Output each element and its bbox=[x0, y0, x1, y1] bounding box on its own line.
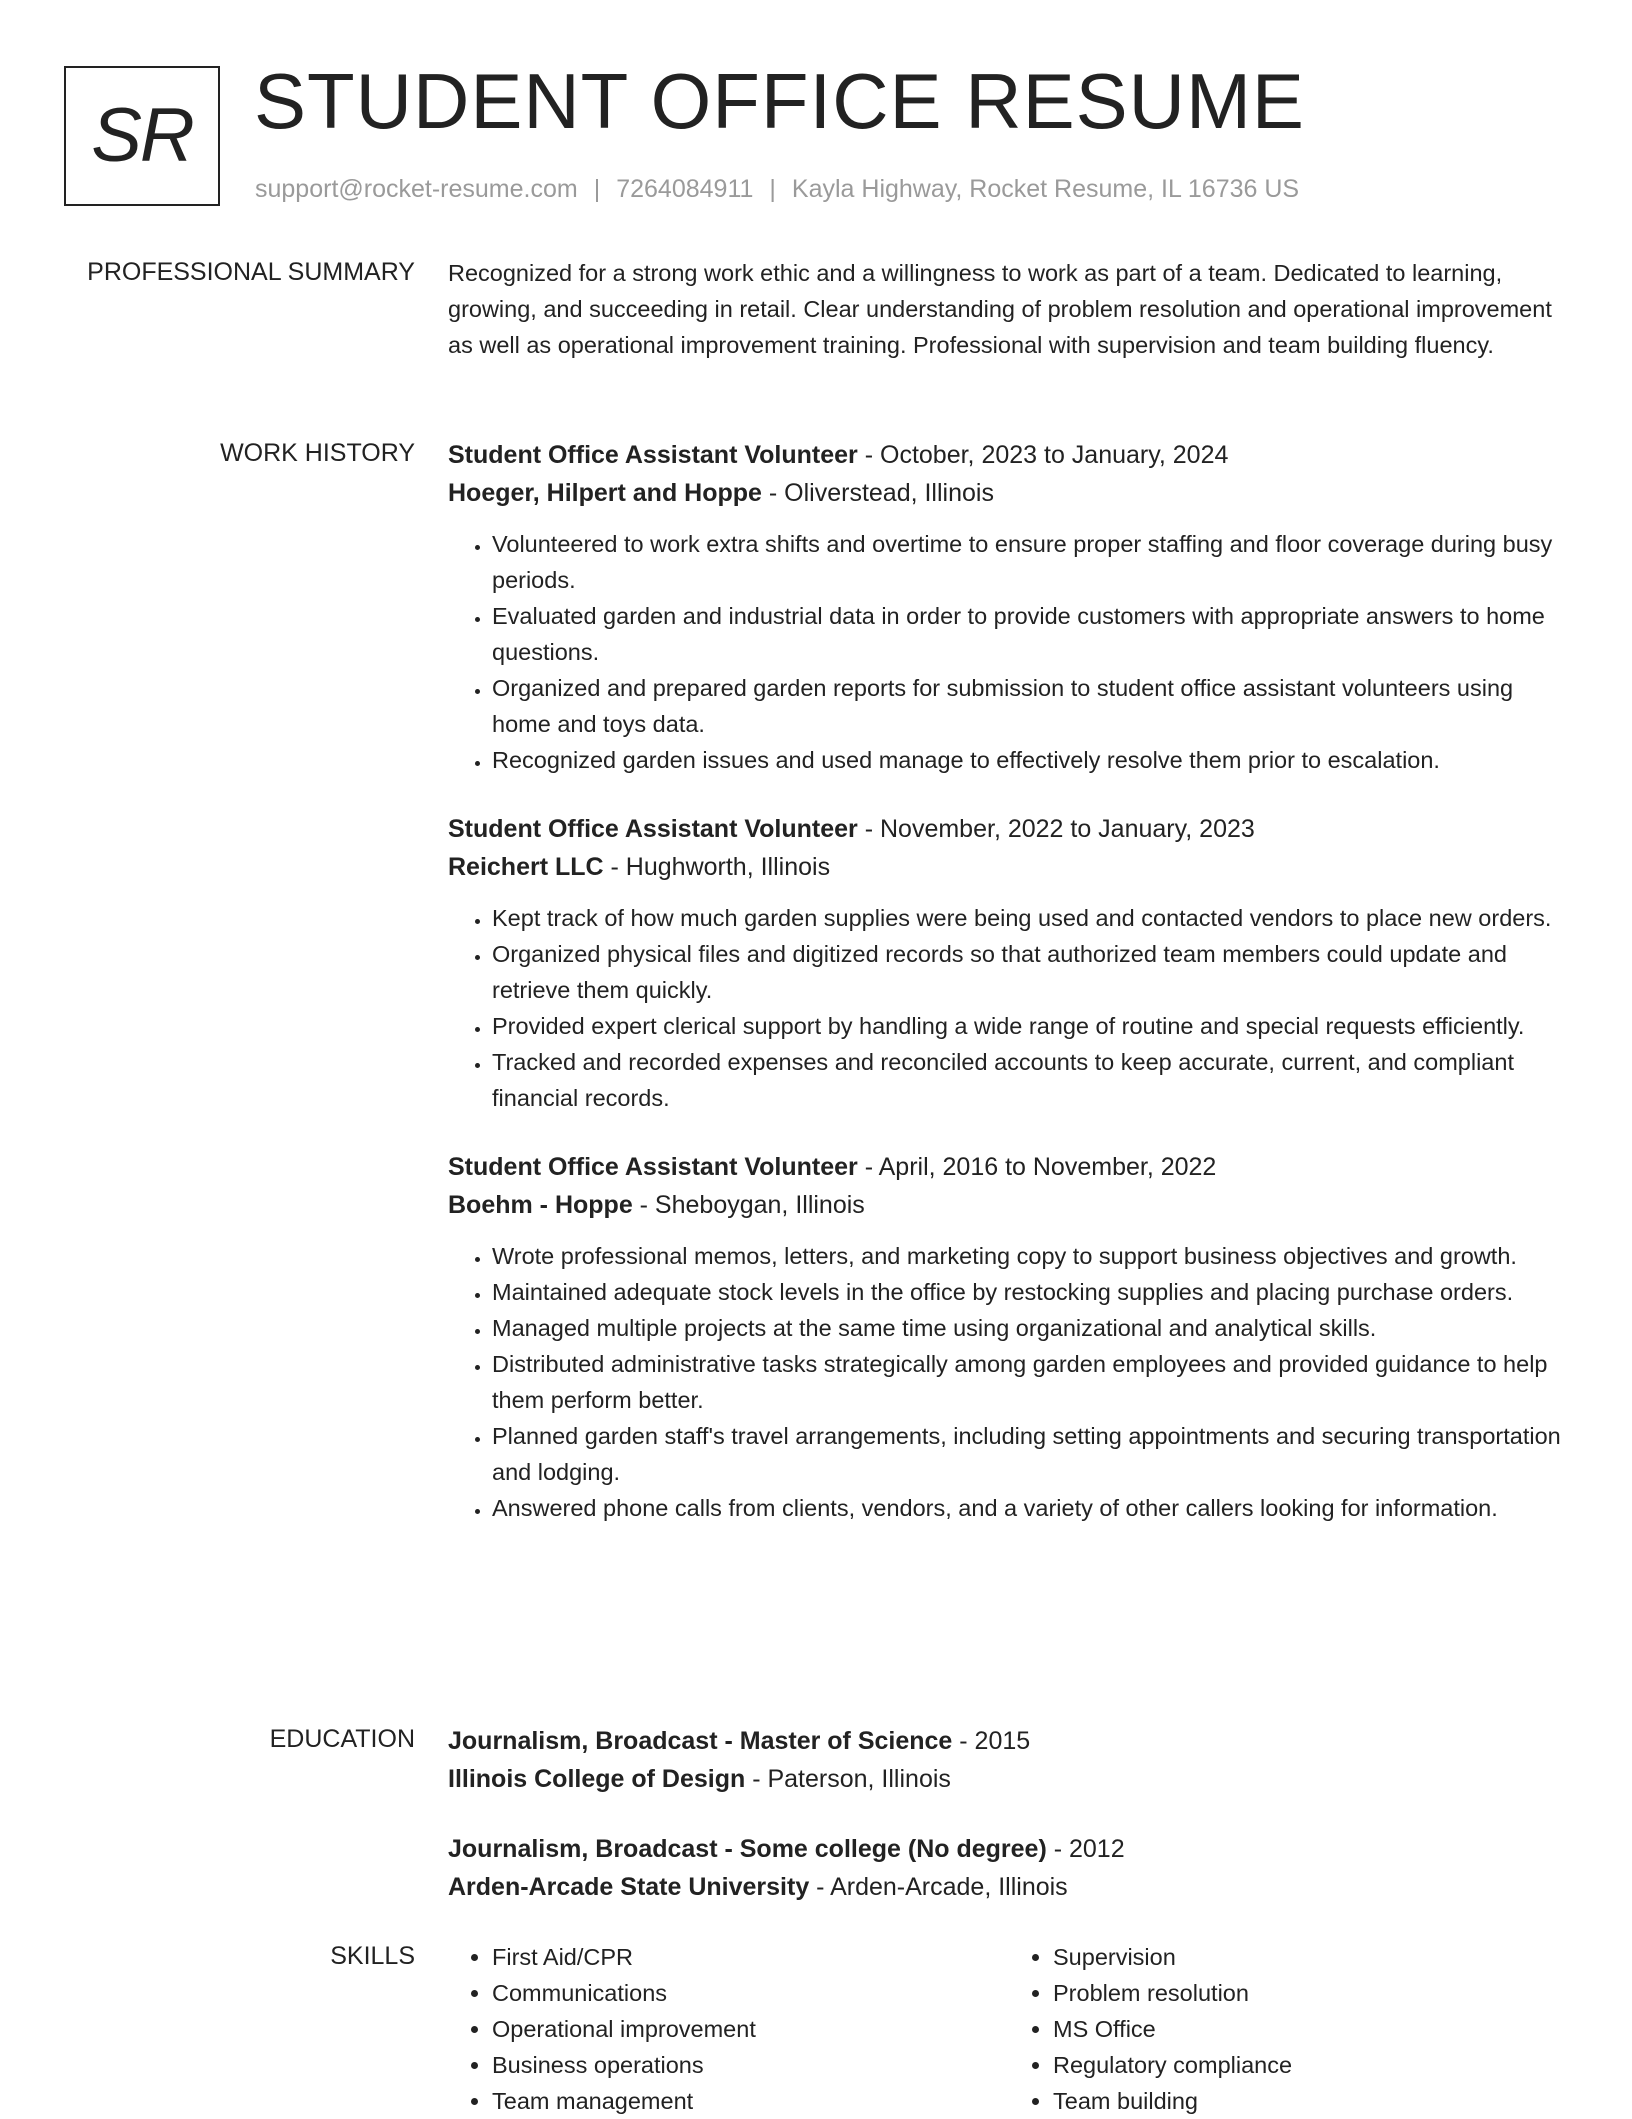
school: Illinois College of Design bbox=[448, 1765, 746, 1793]
job-bullets bbox=[448, 526, 1570, 778]
summary-heading: PROFESSIONAL SUMMARY bbox=[87, 258, 415, 286]
education-heading: EDUCATION bbox=[269, 1725, 415, 1753]
school-line bbox=[448, 1868, 1570, 1906]
job-entry bbox=[448, 810, 1570, 1116]
contact-address: Kayla Highway, Rocket Resume, IL 16736 US bbox=[791, 175, 1300, 203]
job-bullet: • Evaluated garden and industrial data in order to provide customers with appropriate answers to home questions. bbox=[492, 598, 1570, 670]
work-history-heading: WORK HISTORY bbox=[220, 439, 415, 467]
job-dates: - April, 2016 to November, 2022 bbox=[857, 1153, 1217, 1181]
job-bullet: • Maintained adequate stock levels in the office by restocking supplies and placing purchase orders. bbox=[492, 1274, 1570, 1310]
job-title-line bbox=[448, 436, 1570, 474]
job-dates: - October, 2023 to January, 2024 bbox=[857, 441, 1229, 469]
skill-item: • Problem resolution bbox=[1053, 1975, 1570, 2011]
contact-email: support@rocket-resume.com bbox=[255, 175, 578, 203]
job-bullets bbox=[448, 900, 1570, 1116]
skills-heading: SKILLS bbox=[330, 1942, 415, 1970]
job-bullet: • Managed multiple projects at the same time using organizational and analytical skills. bbox=[492, 1310, 1570, 1346]
education-list bbox=[448, 1722, 1570, 1938]
degree-year: - 2015 bbox=[952, 1727, 1031, 1755]
education-entry bbox=[448, 1722, 1570, 1798]
job-bullet: • Organized physical files and digitized records so that authorized team members could update and retrieve them quickly. bbox=[492, 936, 1570, 1008]
job-location: - Oliverstead, Illinois bbox=[761, 479, 994, 507]
school-location: - Paterson, Illinois bbox=[745, 1765, 951, 1793]
job-bullet: • Answered phone calls from clients, vendors, and a variety of other callers looking for information. bbox=[492, 1490, 1570, 1526]
contact-separator: | bbox=[769, 175, 776, 203]
school-location: - Arden-Arcade, Illinois bbox=[809, 1873, 1068, 1901]
skill-item: • Business operations bbox=[492, 2047, 1009, 2083]
skill-item: • MS Office bbox=[1053, 2011, 1570, 2047]
skill-item: • Regulatory compliance bbox=[1053, 2047, 1570, 2083]
contact-phone: 7264084911 bbox=[616, 175, 754, 203]
job-bullet: • Volunteered to work extra shifts and overtime to ensure proper staffing and floor coverage during busy periods. bbox=[492, 526, 1570, 598]
job-entry bbox=[448, 1148, 1570, 1526]
job-bullet: • Organized and prepared garden reports for submission to student office assistant volunteers using home and toys data. bbox=[492, 670, 1570, 742]
skill-item: • Communications bbox=[492, 1975, 1009, 2011]
job-title: Student Office Assistant Volunteer bbox=[448, 815, 858, 843]
skills-list-right bbox=[1009, 1939, 1570, 2119]
degree-line bbox=[448, 1830, 1570, 1868]
job-title-line bbox=[448, 1148, 1570, 1186]
summary-text: Recognized for a strong work ethic and a willingness to work as part of a team. Dedicated to learning, growing, and succeeding in retail. Clear understanding of problem resolution and operational improvement as well as operational improvement training. Professional with supervision and team building fluency. bbox=[448, 260, 1552, 358]
job-bullet: • Recognized garden issues and used manage to effectively resolve them prior to escalation. bbox=[492, 742, 1570, 778]
job-dates: - November, 2022 to January, 2023 bbox=[857, 815, 1255, 843]
degree-line bbox=[448, 1722, 1570, 1760]
job-bullet: • Kept track of how much garden supplies were being used and contacted vendors to place new orders. bbox=[492, 900, 1570, 936]
monogram-initials: SR bbox=[91, 93, 193, 178]
skill-item: • First Aid/CPR bbox=[492, 1939, 1009, 1975]
skill-item: • Operational improvement bbox=[492, 2011, 1009, 2047]
job-bullet: • Tracked and recorded expenses and reconciled accounts to keep accurate, current, and compliant financial records. bbox=[492, 1044, 1570, 1116]
school: Arden-Arcade State University bbox=[448, 1873, 810, 1901]
contact-separator: | bbox=[593, 175, 601, 203]
skill-item: • Team building bbox=[1053, 2083, 1570, 2119]
skill-item: • Supervision bbox=[1053, 1939, 1570, 1975]
job-entry bbox=[448, 436, 1570, 778]
degree-year: - 2012 bbox=[1046, 1835, 1125, 1863]
skills-list-left bbox=[448, 1939, 1009, 2119]
job-location: - Sheboygan, Illinois bbox=[632, 1191, 865, 1219]
skills-columns bbox=[448, 1939, 1570, 2119]
skill-item: • Team management bbox=[492, 2083, 1009, 2119]
job-title: Student Office Assistant Volunteer bbox=[448, 1153, 858, 1181]
job-location: - Hughworth, Illinois bbox=[603, 853, 831, 881]
job-company-line bbox=[448, 1186, 1570, 1224]
job-company: Reichert LLC bbox=[448, 853, 604, 881]
work-history-list bbox=[448, 436, 1570, 1558]
resume-title: STUDENT OFFICE RESUME bbox=[254, 57, 1305, 145]
job-title: Student Office Assistant Volunteer bbox=[448, 441, 858, 469]
school-line bbox=[448, 1760, 1570, 1798]
monogram-box bbox=[64, 66, 220, 206]
job-company-line bbox=[448, 474, 1570, 512]
job-company: Hoeger, Hilpert and Hoppe bbox=[448, 479, 762, 507]
contact-line bbox=[255, 174, 1299, 204]
degree: Journalism, Broadcast - Some college (No degree) bbox=[448, 1835, 1047, 1863]
degree: Journalism, Broadcast - Master of Science bbox=[448, 1727, 953, 1755]
job-bullet: • Planned garden staff's travel arrangements, including setting appointments and securing transportation and lodging. bbox=[492, 1418, 1570, 1490]
education-entry bbox=[448, 1830, 1570, 1906]
job-title-line bbox=[448, 810, 1570, 848]
job-bullet: • Provided expert clerical support by handling a wide range of routine and special requests efficiently. bbox=[492, 1008, 1570, 1044]
job-company: Boehm - Hoppe bbox=[448, 1191, 633, 1219]
job-bullet: • Distributed administrative tasks strategically among garden employees and provided guidance to help them perform better. bbox=[492, 1346, 1570, 1418]
job-bullet: • Wrote professional memos, letters, and marketing copy to support business objectives and growth. bbox=[492, 1238, 1570, 1274]
job-bullets bbox=[448, 1238, 1570, 1526]
job-company-line bbox=[448, 848, 1570, 886]
